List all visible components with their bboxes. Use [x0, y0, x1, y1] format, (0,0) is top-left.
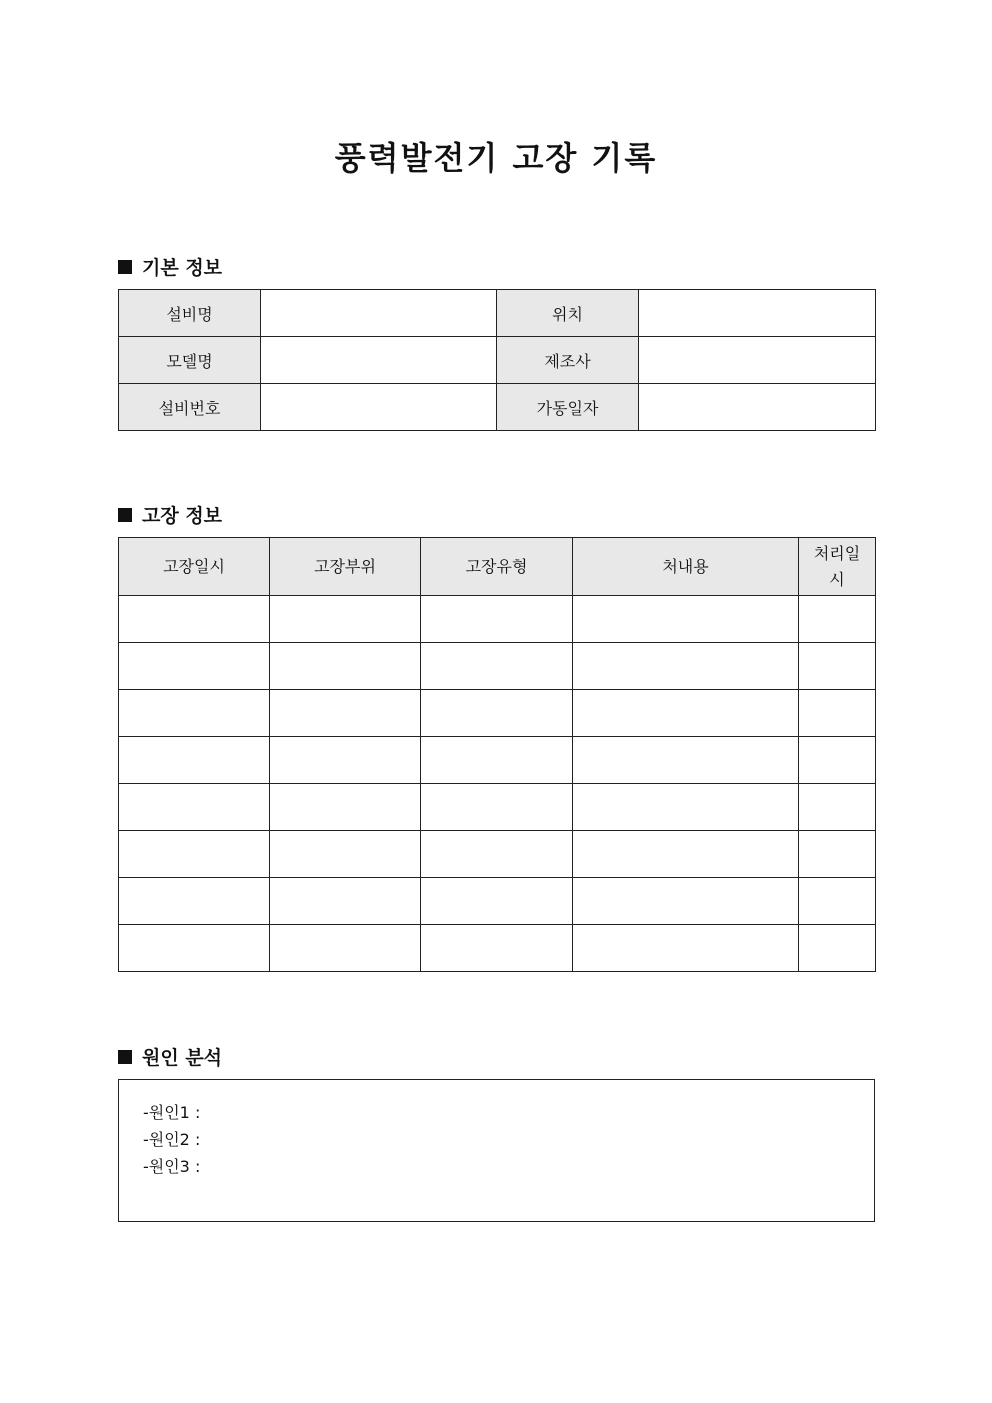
table-row [119, 925, 876, 972]
label-equipment-number: 설비번호 [119, 384, 261, 431]
basic-info-table [118, 289, 876, 431]
table-cell[interactable] [119, 596, 270, 643]
table-cell[interactable] [119, 784, 270, 831]
section-heading-basic [118, 253, 222, 280]
field-equipment-number[interactable] [261, 384, 497, 431]
table-row [119, 831, 876, 878]
table-cell[interactable] [573, 643, 799, 690]
cause-line-3: -원인3 : [143, 1157, 201, 1176]
cause-line-2: -원인2 : [143, 1130, 201, 1149]
table-cell[interactable] [799, 643, 876, 690]
section-heading-label: 기본 정보 [142, 257, 223, 279]
table-cell[interactable] [270, 925, 421, 972]
square-bullet-icon [118, 260, 132, 274]
table-row [119, 784, 876, 831]
header-fault-type: 고장유형 [421, 538, 573, 596]
section-heading-label: 원인 분석 [142, 1047, 223, 1069]
table-cell[interactable] [119, 737, 270, 784]
table-cell[interactable] [270, 643, 421, 690]
header-action-content: 처내용 [573, 538, 799, 596]
fault-info-table [118, 537, 876, 972]
table-cell[interactable] [799, 878, 876, 925]
section-heading-label: 고장 정보 [142, 505, 223, 527]
section-heading-cause [118, 1043, 222, 1070]
table-cell[interactable] [270, 784, 421, 831]
field-equipment-name[interactable] [261, 290, 497, 337]
label-model-name: 모델명 [119, 337, 261, 384]
label-operation-date: 가동일자 [497, 384, 639, 431]
table-cell[interactable] [799, 596, 876, 643]
table-cell[interactable] [573, 737, 799, 784]
table-cell[interactable] [799, 737, 876, 784]
label-equipment-name: 설비명 [119, 290, 261, 337]
table-cell[interactable] [573, 784, 799, 831]
table-row [119, 596, 876, 643]
label-manufacturer: 제조사 [497, 337, 639, 384]
table-cell[interactable] [270, 690, 421, 737]
table-cell[interactable] [270, 878, 421, 925]
table-cell[interactable] [119, 925, 270, 972]
table-cell[interactable] [421, 737, 573, 784]
field-operation-date[interactable] [639, 384, 876, 431]
table-cell[interactable] [119, 878, 270, 925]
table-row [119, 737, 876, 784]
table-cell[interactable] [421, 690, 573, 737]
table-cell[interactable] [119, 690, 270, 737]
table-cell[interactable] [119, 643, 270, 690]
field-location[interactable] [639, 290, 876, 337]
table-cell[interactable] [421, 925, 573, 972]
table-cell[interactable] [421, 596, 573, 643]
table-cell[interactable] [799, 784, 876, 831]
table-row [119, 643, 876, 690]
section-heading-fault [118, 501, 222, 528]
table-cell[interactable] [119, 831, 270, 878]
table-cell[interactable] [270, 737, 421, 784]
field-model-name[interactable] [261, 337, 497, 384]
header-fault-datetime: 고장일시 [119, 538, 270, 596]
table-cell[interactable] [421, 878, 573, 925]
table-row [119, 690, 876, 737]
page-title: 풍력발전기 고장 기록 [334, 139, 658, 177]
table-cell[interactable] [573, 831, 799, 878]
field-manufacturer[interactable] [639, 337, 876, 384]
table-cell[interactable] [421, 784, 573, 831]
table-cell[interactable] [799, 925, 876, 972]
cause-analysis-box[interactable] [118, 1079, 875, 1222]
table-cell[interactable] [421, 831, 573, 878]
table-cell[interactable] [421, 643, 573, 690]
label-location: 위치 [497, 290, 639, 337]
header-processing-date: 처리일 시 [799, 538, 876, 596]
table-cell[interactable] [573, 690, 799, 737]
square-bullet-icon [118, 508, 132, 522]
table-cell[interactable] [573, 925, 799, 972]
square-bullet-icon [118, 1050, 132, 1064]
table-cell[interactable] [573, 878, 799, 925]
table-cell[interactable] [270, 596, 421, 643]
table-cell[interactable] [799, 831, 876, 878]
cause-line-1: -원인1 : [143, 1103, 201, 1122]
table-row [119, 878, 876, 925]
header-fault-part: 고장부위 [270, 538, 421, 596]
table-cell[interactable] [573, 596, 799, 643]
table-cell[interactable] [270, 831, 421, 878]
table-cell[interactable] [799, 690, 876, 737]
